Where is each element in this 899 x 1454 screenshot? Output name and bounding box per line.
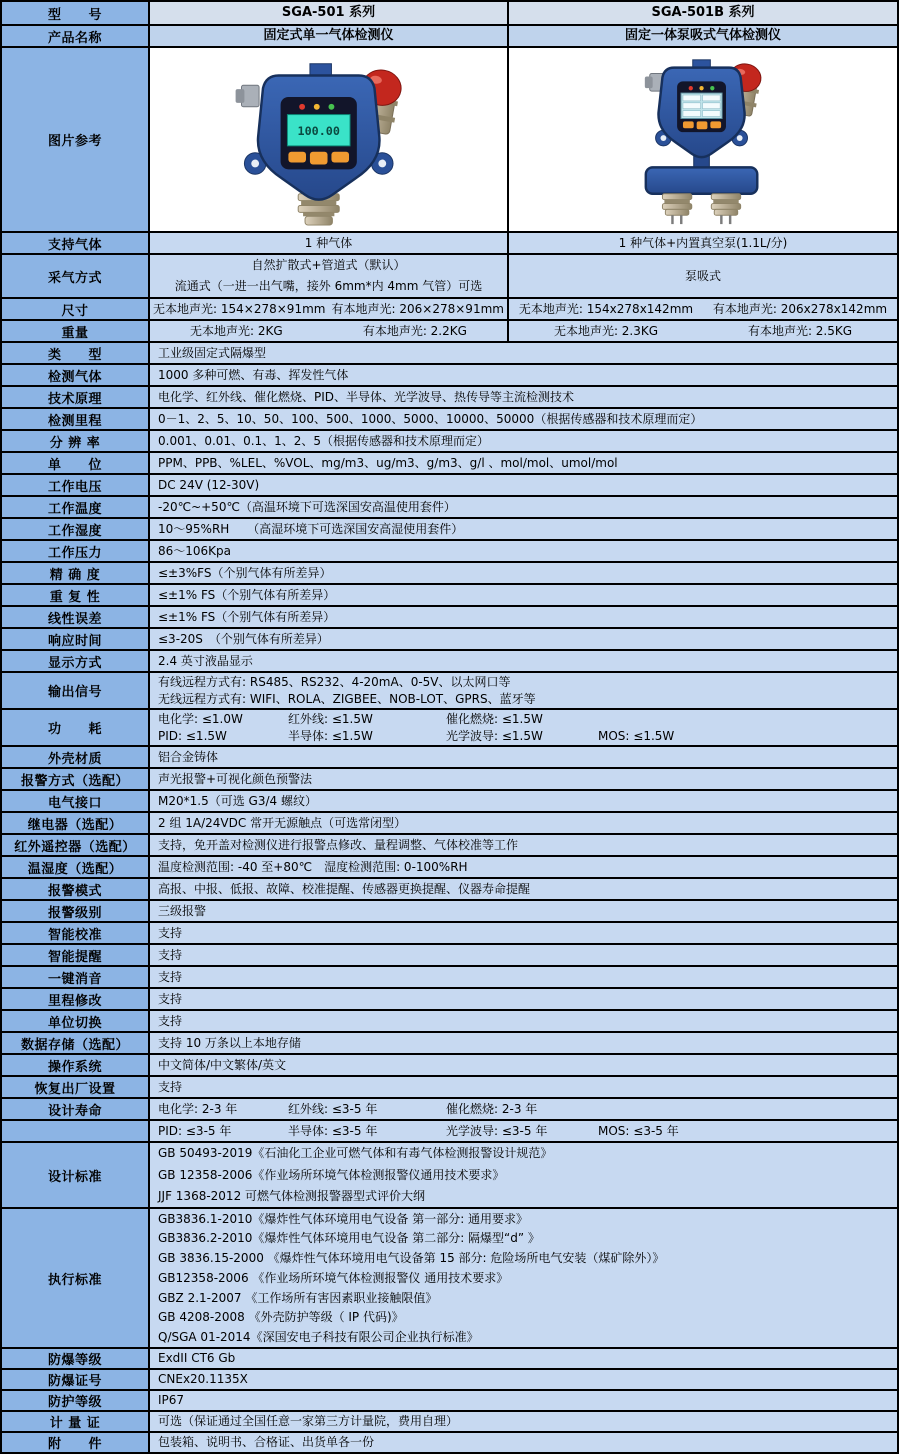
row-label: 防爆等级 (2, 1349, 150, 1368)
row-value (150, 901, 897, 921)
row-label: 线性误差 (2, 607, 150, 627)
device-image-cell-right (509, 48, 897, 231)
row-value (150, 967, 897, 987)
row-value (150, 585, 897, 605)
value-segment: 有本地声光: 206×278×91mm (331, 301, 504, 316)
row-label: 重量 (2, 321, 150, 341)
row-value (150, 1055, 897, 1075)
row-label: 支持气体 (2, 233, 150, 253)
value-segment: GB 12358-2006《作业场所环境气体检测报警仪通用技术要求》 (158, 1167, 505, 1182)
pump-suction-gas-detector-image (591, 52, 816, 228)
spec-row (2, 855, 897, 877)
spec-row (2, 407, 897, 429)
value-segment: 2.4 英寸液晶显示 (158, 653, 253, 668)
spec-row (2, 1097, 897, 1119)
spec-row (2, 385, 897, 407)
value-segment: 电化学: 2-3 年 (158, 1101, 238, 1116)
value-segment: GB3836.1-2010《爆炸性气体环境用电气设备 第一部分: 通用要求》 (158, 1211, 529, 1226)
value-segment: 温度检测范围: -40 至+80℃ 湿度检测范围: 0-100%RH (158, 859, 468, 874)
value-segment: ≤±1% FS（个别气体有所差异） (158, 609, 336, 624)
row-value (150, 1209, 897, 1347)
value-segment: 电化学: ≤1.0W (158, 711, 243, 726)
spec-row (2, 253, 897, 297)
value-segment: ≤±3%FS（个别气体有所差异） (158, 565, 332, 580)
value-segment: 支持 10 万条以上本地存储 (158, 1035, 301, 1050)
value-segment: CNEx20.1135X (158, 1372, 248, 1387)
value-segment: 无本地声光: 154×278×91mm (153, 301, 326, 316)
spec-row (2, 649, 897, 671)
value-segment: JJF 1368-2012 可燃气体检测报警器型式评价大纲 (158, 1189, 426, 1204)
value-segment: PPM、PPB、%LEL、%VOL、mg/m3、ug/m3、g/m3、g/l 、mol/mol、umol/mol (158, 455, 618, 470)
row-value (150, 409, 897, 429)
row-value (150, 26, 509, 46)
spec-row (2, 1347, 897, 1368)
row-value (150, 651, 897, 671)
row-value (150, 431, 897, 451)
row-value (150, 923, 897, 943)
row-value (150, 1412, 897, 1431)
row-value (150, 629, 897, 649)
value-segment: 有本地声光: 2.5KG (747, 323, 853, 338)
side-fitting (236, 85, 259, 107)
value-segment: 半导体: ≤3-5 年 (288, 1123, 378, 1138)
row-value (150, 321, 509, 341)
row-value (150, 769, 897, 789)
value-segment: 支持 (158, 969, 183, 984)
row-label: 分 辨 率 (2, 431, 150, 451)
value-segment: GB 4208-2008 《外壳防护等级（ IP 代码)》 (158, 1310, 404, 1325)
value-segment: 泵吸式 (684, 268, 721, 283)
value-segment: 铝合金铸体 (158, 749, 219, 764)
row-value (150, 387, 897, 407)
row-label: 继电器（选配） (2, 813, 150, 833)
spec-row (2, 745, 897, 767)
value-segment: 半导体: ≤1.5W (288, 729, 373, 744)
row-value (150, 1099, 897, 1119)
row-label: 恢复出厂设置 (2, 1077, 150, 1097)
row-label: 工作电压 (2, 475, 150, 495)
value-segment: MOS: ≤1.5W (598, 729, 675, 744)
value-segment: 无本地声光: 2.3KG (553, 323, 659, 338)
value-segment: 光学波导: ≤3-5 年 (446, 1123, 548, 1138)
spec-row (2, 1207, 897, 1347)
value-segment: -20℃~+50℃（高温环境下可选深国安高温使用套件） (158, 499, 456, 514)
value-segment: 支持，免开盖对检测仪进行报警点修改、量程调整、气体校准等工作 (158, 837, 519, 852)
device-image-cell-left (150, 48, 509, 231)
spec-row (2, 451, 897, 473)
row-label: 智能提醒 (2, 945, 150, 965)
row-label: 重 复 性 (2, 585, 150, 605)
value-segment: DC 24V (12-30V) (158, 477, 260, 492)
row-value (150, 1011, 897, 1031)
value-segment: SGA-501 系列 (281, 5, 376, 21)
spec-row (2, 363, 897, 385)
value-segment: GB 50493-2019《石油化工企业可燃气体和有毒气体检测报警设计规范》 (158, 1146, 553, 1161)
row-label: 执行标准 (2, 1209, 150, 1347)
pump-sensor-left (662, 193, 691, 223)
value-segment: 支持 (158, 1013, 183, 1028)
spec-row (2, 965, 897, 987)
row-value (509, 233, 897, 253)
value-segment: 催化燃烧: 2-3 年 (446, 1101, 538, 1116)
row-value (509, 26, 897, 46)
value-segment: 高报、中报、低报、故障、校准提醒、传感器更换提醒、仪器寿命提醒 (158, 881, 531, 896)
row-label: 外壳材质 (2, 747, 150, 767)
row-value (150, 519, 897, 539)
spec-row (2, 1053, 897, 1075)
row-value (150, 453, 897, 473)
row-label: 数据存储（选配） (2, 1033, 150, 1053)
spec-row (2, 1389, 897, 1410)
row-label: 产品名称 (2, 26, 150, 46)
lcd-reading: 100.00 (297, 123, 340, 138)
spec-row (2, 231, 897, 253)
spec-row (2, 833, 897, 855)
value-segment: 中文简体/中文繁体/英文 (158, 1057, 287, 1072)
spec-row (2, 671, 897, 708)
row-label: 精 确 度 (2, 563, 150, 583)
spec-row (2, 473, 897, 495)
value-segment: M20*1.5（可选 G3/4 螺纹） (158, 793, 317, 808)
value-segment: GB 3836.15-2000 《爆炸性气体环境用电气设备第 15 部分: 危险场所电气安装（煤矿除外）》 (158, 1251, 665, 1266)
row-label: 报警方式（选配） (2, 769, 150, 789)
row-label: 设计标准 (2, 1143, 150, 1207)
value-segment: 红外线: ≤1.5W (288, 711, 373, 726)
spec-row (2, 605, 897, 627)
spec-row (2, 341, 897, 363)
value-segment: 1 种气体 (304, 235, 353, 250)
row-value (509, 255, 897, 297)
value-segment: 有线远程方式有: RS485、RS232、4-20mA、0-5V、以太网口等 (158, 674, 511, 689)
value-segment: 支持 (158, 925, 183, 940)
spec-row (2, 539, 897, 561)
value-segment: 86～106Kpa (158, 543, 232, 558)
spec-row (2, 877, 897, 899)
row-value (150, 497, 897, 517)
row-label: 电气接口 (2, 791, 150, 811)
row-label: 一键消音 (2, 967, 150, 987)
row-label: 响应时间 (2, 629, 150, 649)
spec-row (2, 24, 897, 46)
value-segment: ≤3-20S （个别气体有所差异） (158, 631, 329, 646)
value-segment: 可选（保证通过全国任意一家第三方计量院，费用自理） (158, 1414, 459, 1429)
spec-row (2, 987, 897, 1009)
row-value (150, 879, 897, 899)
row-value (150, 835, 897, 855)
row-label: 报警级别 (2, 901, 150, 921)
row-value (150, 710, 897, 745)
spec-row (2, 46, 897, 231)
value-segment: 红外线: ≤3-5 年 (288, 1101, 378, 1116)
spec-row (2, 899, 897, 921)
spec-row (2, 789, 897, 811)
row-value (150, 673, 897, 708)
spec-row (2, 319, 897, 341)
spec-row (2, 561, 897, 583)
row-value (150, 1143, 897, 1207)
row-label: 工作温度 (2, 497, 150, 517)
row-value (150, 233, 509, 253)
spec-row (2, 708, 897, 745)
spec-row (2, 1009, 897, 1031)
value-segment: 无线远程方式有: WIFI、ROLA、ZIGBEE、NOB-LOT、GPRS、蓝牙等 (158, 692, 536, 707)
value-segment: 1 种气体+内置真空泵(1.1L/分) (618, 235, 788, 250)
spec-row (2, 297, 897, 319)
row-value (150, 945, 897, 965)
row-value (509, 299, 897, 319)
row-value (150, 475, 897, 495)
spec-row (2, 1141, 897, 1207)
row-value (150, 299, 509, 319)
value-segment: 无本地声光: 2KG (190, 323, 283, 338)
spec-row (2, 1431, 897, 1452)
row-label: 检测气体 (2, 365, 150, 385)
row-label: 输出信号 (2, 673, 150, 708)
row-label: 里程修改 (2, 989, 150, 1009)
row-value (150, 541, 897, 561)
spec-row (2, 429, 897, 451)
value-segment: 2 组 1A/24VDC 常开无源触点（可选常闭型） (158, 815, 407, 830)
value-segment: 光学波导: ≤1.5W (446, 729, 543, 744)
multichannel-lcd-screen (681, 93, 722, 118)
row-value (150, 747, 897, 767)
spec-row (2, 1119, 897, 1141)
pump-base (645, 167, 756, 193)
spec-row (2, 2, 897, 24)
pump-sensor-right (711, 193, 740, 223)
row-value (150, 791, 897, 811)
row-value (509, 2, 897, 24)
row-label: 类 型 (2, 343, 150, 363)
value-segment: 0－1、2、5、10、50、100、500、1000、5000、10000、50000（根据传感器和技术原理而定） (158, 411, 703, 426)
value-segment: 催化燃烧: ≤1.5W (446, 711, 543, 726)
value-segment: MOS: ≤3-5 年 (598, 1123, 679, 1138)
row-label: 型 号 (2, 2, 150, 24)
row-label: 单位切换 (2, 1011, 150, 1031)
row-label: 功 耗 (2, 710, 150, 745)
spec-table (2, 2, 897, 1452)
value-segment: 固定一体泵吸式气体检测仪 (624, 28, 781, 44)
spec-row (2, 1075, 897, 1097)
row-value (150, 607, 897, 627)
row-label: 技术原理 (2, 387, 150, 407)
spec-row (2, 921, 897, 943)
row-value (509, 321, 897, 341)
row-value (150, 1349, 897, 1368)
value-segment: 固定式单一气体检测仪 (263, 28, 394, 44)
keypad-buttons (682, 121, 720, 129)
value-segment: 包装箱、说明书、合格证、出货单各一份 (158, 1435, 375, 1450)
row-label: 显示方式 (2, 651, 150, 671)
row-value (150, 2, 509, 24)
row-label: 计 量 证 (2, 1412, 150, 1431)
value-segment: ExdII CT6 Gb (158, 1351, 236, 1366)
spec-row (2, 1410, 897, 1431)
row-label: 图片参考 (2, 48, 150, 231)
row-label: 设计寿命 (2, 1099, 150, 1119)
spec-row (2, 627, 897, 649)
row-label: 工作压力 (2, 541, 150, 561)
row-value (150, 1391, 897, 1410)
row-value (150, 813, 897, 833)
value-segment: SGA-501B 系列 (651, 5, 755, 21)
row-label: 温湿度（选配） (2, 857, 150, 877)
spec-row (2, 1368, 897, 1389)
row-value (150, 989, 897, 1009)
row-value (150, 1370, 897, 1389)
value-segment: 支持 (158, 991, 183, 1006)
row-label: 单 位 (2, 453, 150, 473)
row-value (150, 1121, 897, 1141)
spec-row (2, 767, 897, 789)
row-value (150, 857, 897, 877)
spec-row (2, 495, 897, 517)
value-segment: GB3836.2-2010《爆炸性气体环境用电气设备 第二部分: 隔爆型“d” 》 (158, 1231, 540, 1246)
value-segment: 1000 多种可燃、有毒、挥发性气体 (158, 367, 349, 382)
row-label: 采气方式 (2, 255, 150, 297)
row-label: 智能校准 (2, 923, 150, 943)
value-segment: 自然扩散式+管道式（默认） (251, 258, 406, 273)
value-segment: 有本地声光: 2.2KG (362, 323, 467, 338)
spec-row (2, 943, 897, 965)
value-segment: 流通式（一进一出气嘴，接外 6mm*内 4mm 气管）可选 (174, 279, 483, 294)
value-segment: 电化学、红外线、催化燃烧、PID、半导体、光学波导、热传导等主流检测技术 (158, 389, 575, 404)
value-segment: GB12358-2006 《作业场所环境气体检测报警仪 通用技术要求》 (158, 1270, 509, 1285)
row-value (150, 255, 509, 297)
value-segment: 0.001、0.01、0.1、1、2、5（根据传感器和技术原理而定） (158, 433, 490, 448)
spec-row (2, 583, 897, 605)
fixed-single-gas-detector-image (216, 52, 441, 228)
spec-row (2, 517, 897, 539)
value-segment: 三级报警 (158, 903, 207, 918)
value-segment: IP67 (158, 1393, 185, 1408)
row-label: 防爆证号 (2, 1370, 150, 1389)
value-segment: 工业级固定式隔爆型 (158, 345, 267, 360)
row-label: 检测里程 (2, 409, 150, 429)
row-label: 红外遥控器（选配） (2, 835, 150, 855)
value-segment: 有本地声光: 206x278x142mm (712, 301, 888, 316)
row-label: 工作湿度 (2, 519, 150, 539)
value-segment: 10～95%RH （高湿环境下可选深国安高湿使用套件） (158, 521, 464, 536)
row-value (150, 343, 897, 363)
row-label: 防护等级 (2, 1391, 150, 1410)
row-label: 操作系统 (2, 1055, 150, 1075)
value-segment: 支持 (158, 1079, 183, 1094)
value-segment: 支持 (158, 947, 183, 962)
row-label: 尺寸 (2, 299, 150, 319)
value-segment: 无本地声光: 154x278x142mm (518, 301, 694, 316)
value-segment: Q/SGA 01-2014《深国安电子科技有限公司企业执行标准》 (158, 1329, 479, 1344)
value-segment: PID: ≤3-5 年 (158, 1123, 232, 1138)
row-value (150, 1033, 897, 1053)
row-label: 附 件 (2, 1433, 150, 1452)
value-segment: 声光报警+可视化颜色预警法 (158, 771, 313, 786)
spec-row (2, 1031, 897, 1053)
value-segment: PID: ≤1.5W (158, 729, 227, 744)
row-label: 报警模式 (2, 879, 150, 899)
spec-row (2, 811, 897, 833)
row-value (150, 1077, 897, 1097)
row-label (2, 1121, 150, 1141)
row-value (150, 563, 897, 583)
value-segment: ≤±1% FS（个别气体有所差异） (158, 587, 336, 602)
row-value (150, 1433, 897, 1452)
value-segment: GBZ 2.1-2007 《工作场所有害因素职业接触限值》 (158, 1290, 438, 1305)
row-value (150, 365, 897, 385)
